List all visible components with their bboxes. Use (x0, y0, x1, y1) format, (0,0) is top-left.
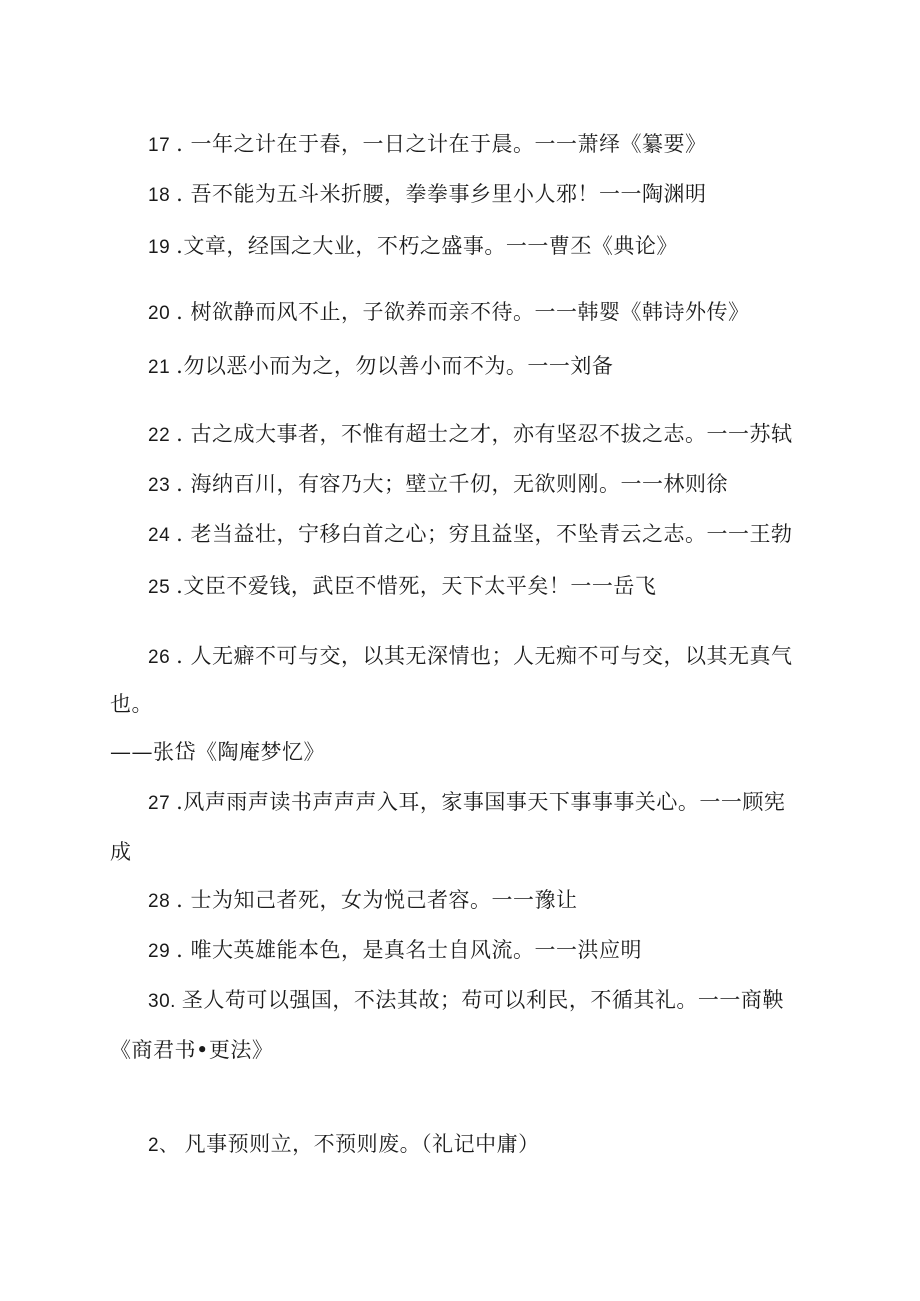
quote-number: 26 (148, 647, 171, 668)
extra-text: 凡事预则立，不预则废。（礼记中庸） (184, 1132, 540, 1156)
quote-27-continuation (110, 838, 132, 866)
quote-number: 27 (148, 793, 171, 814)
quote-number: 22 (148, 425, 171, 446)
quote-text: 圣人苟可以强国，不法其故；苟可以利民，不循其礼。一一商鞅 (181, 988, 784, 1012)
quote-number: 28 (148, 891, 171, 912)
quote-22 (148, 420, 793, 450)
quote-18 (148, 180, 707, 210)
quote-19 (148, 232, 678, 262)
quote-number: 21 (148, 357, 171, 378)
quote-27 (148, 788, 785, 818)
quote-number: 17 (148, 135, 171, 156)
quote-continuation: 成 (110, 840, 132, 864)
quote-number: 24 (148, 525, 171, 546)
quote-continuation: 也。 (110, 692, 153, 716)
quote-attribution: ——张岱《陶庵梦忆》 (110, 740, 325, 764)
quote-number: 25 (148, 577, 171, 598)
quote-number: 20 (148, 303, 171, 324)
quote-23 (148, 470, 728, 500)
quote-text: . 一年之计在于春，一日之计在于晨。一一萧绎《纂要》 (176, 132, 707, 156)
quote-text: .风声雨声读书声声声入耳，家事国事天下事事事关心。一一顾宪 (176, 790, 786, 814)
quote-26-continuation (110, 690, 153, 718)
quote-text: . 人无癖不可与交，以其无深情也；人无痴不可与交，以其无真气 (176, 644, 793, 668)
quote-30-continuation (110, 1036, 273, 1064)
quote-number: 30. (148, 991, 176, 1012)
quote-24 (148, 520, 793, 550)
quote-21 (148, 352, 613, 382)
quote-26-attribution (110, 738, 325, 766)
quote-continuation: 《商君书•更法》 (110, 1038, 274, 1062)
quote-text: .文臣不爱钱，武臣不惜死，天下太平矣！一一岳飞 (176, 574, 657, 598)
quote-number: 23 (148, 475, 171, 496)
quote-text: .勿以恶小而为之，勿以善小而不为。一一刘备 (176, 354, 614, 378)
quote-number: 18 (148, 185, 171, 206)
quote-25 (148, 572, 656, 602)
quote-20 (148, 298, 750, 328)
quote-number: 29 (148, 941, 171, 962)
extra-quote (148, 1130, 540, 1160)
quote-29 (148, 936, 642, 966)
quote-number: 19 (148, 237, 171, 258)
quote-text: .文章，经国之大业，不朽之盛事。一一曹丕《典论》 (176, 234, 678, 258)
quote-text: . 树欲静而风不止，子欲养而亲不待。一一韩婴《韩诗外传》 (176, 300, 750, 324)
extra-number: 2、 (148, 1135, 179, 1156)
quote-30 (148, 986, 784, 1016)
quote-text: . 士为知己者死，女为悦己者容。一一豫让 (176, 888, 578, 912)
quote-text: . 吾不能为五斗米折腰，拳拳事乡里小人邪！一一陶渊明 (176, 182, 707, 206)
quote-17 (148, 130, 707, 160)
quote-text: . 古之成大事者，不惟有超士之才，亦有坚忍不拔之志。一一苏轼 (176, 422, 793, 446)
quote-text: . 唯大英雄能本色，是真名士自风流。一一洪应明 (176, 938, 642, 962)
quote-text: . 老当益壮，宁移白首之心；穷且益坚，不坠青云之志。一一王勃 (176, 522, 793, 546)
quote-text: . 海纳百川，有容乃大；壁立千仞，无欲则刚。一一林则徐 (176, 472, 728, 496)
quote-26 (148, 642, 793, 672)
quote-28 (148, 886, 578, 916)
